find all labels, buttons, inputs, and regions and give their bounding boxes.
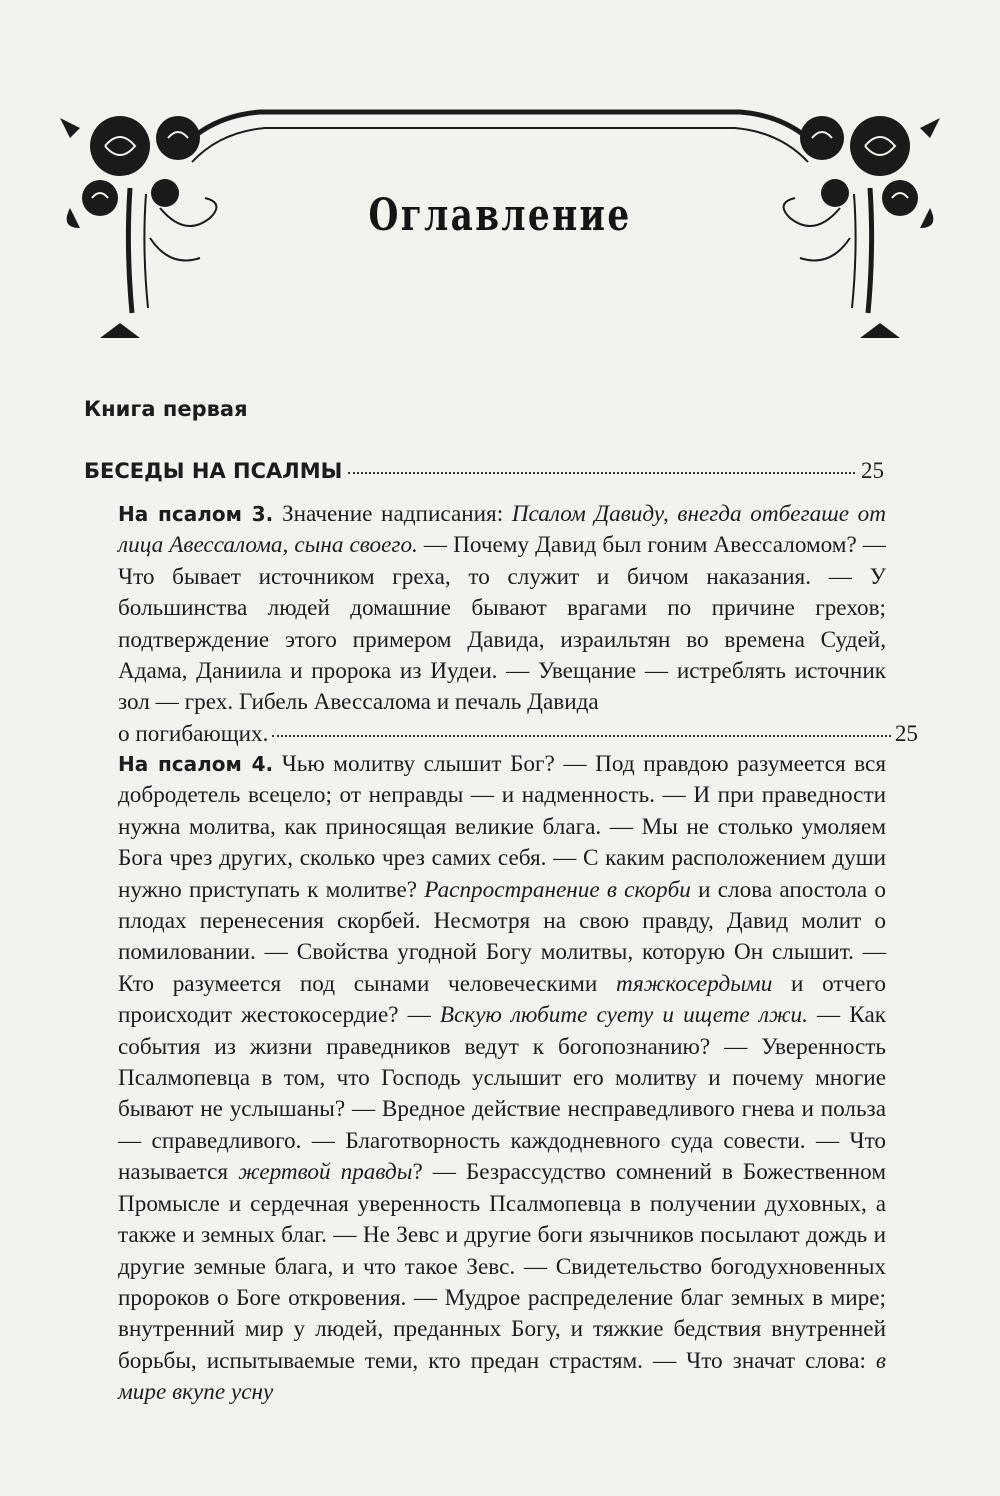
entry-last-line <box>118 719 918 750</box>
entry-italic: в мире вкупе усну <box>118 1347 886 1406</box>
entry-page-number: 25 <box>894 720 918 747</box>
toc-section-page: 25 <box>861 458 884 483</box>
leader-dots <box>348 472 855 474</box>
entry-lead: На псалом 4. <box>118 752 274 776</box>
entry-italic: Распространение в скорби <box>424 876 691 903</box>
entry-text: — Как события из жизни праведников ведут к богопознанию? — Уверенность Псалмопевца в том, что Господь услышит его молитву и почему многие бывают не услышаны? — Вредное действие несправедливого гнева и польза — справедливого. — Благотворность каждодневного суда совести. — Что называется <box>118 1002 887 1186</box>
entry-text: и отчего происходит жестокосердие? — <box>118 970 886 1029</box>
entry-italic: жертвой правды <box>238 1159 413 1186</box>
entry-italic: Вскую любите суету и ищете лжи. <box>439 1002 808 1029</box>
entry-text: — Почему Давид был гоним Авессаломом? — Что бывает источником греха, то служит и бичом наказания. — У большинства людей домашние бывают врагами по причине грехов; подтверждение этого примером Давида, израильтян во времена Судей, Адама, Даниила и пророка из Иудеи. — Увещание — истреблять источник зол — грех. Гибель Авессалома и печаль Давида <box>118 532 886 716</box>
entry-text: и слова апостола о плодах перенесения скорбей. Несмотря на свою правду, Давид молит о помиловании. — Свойства угодной Богу молитвы, которую Он слышит. — Кто разумеется под сынами человеческими <box>118 876 887 997</box>
entry-italic: Псалом Давиду, внегда отбегаше от лица Авессалома, сына своего. <box>118 501 887 559</box>
entry-text: ? — Безрассудство сомнений в Божественном Промысле и сердечная уверенность Псалмопевца в получении духовных, а также и земных благ. — Не Зевс и другие боги язычников посылают дождь и другие земные блага, и что такое Зевс. — Свидетельство богодухновенных пророков о Боге откровения. — Мудрое распределение благ земных в мире; внутренний мир у людей, преданных Богу, и тяжкие бедствия внутренней борьбы, испытываемые теми, кто предан страстям. — Что значат слова: <box>118 1159 887 1374</box>
entry-text: Значение надписания: <box>273 501 512 527</box>
page-title: Оглавление <box>368 190 632 241</box>
toc-entry-psalm-3[interactable] <box>118 499 918 750</box>
toc-section-line[interactable] <box>84 458 884 484</box>
toc-entry-psalm-4[interactable] <box>118 749 886 1409</box>
entry-text: о погибающих. <box>118 720 269 747</box>
book-heading: Книга первая <box>84 397 248 421</box>
toc-section-label: БЕСЕДЫ НА ПСАЛМЫ <box>84 459 343 483</box>
entry-italic: тяжкосердыми <box>615 970 773 997</box>
leader-dots <box>272 735 890 737</box>
entry-lead: На псалом 3. <box>118 502 274 526</box>
entry-text: Чью молитву слышит Бог? — Под правдою разумеется вся добродетель всецело; от неправды — и надменность. — И при праведности нужна молитва, как приносящая великие блага. — Мы не столько умоляем Бога чрез других, сколько чрез самих себя. — С каким расположением души нужно приступать к молитве? <box>118 751 886 903</box>
